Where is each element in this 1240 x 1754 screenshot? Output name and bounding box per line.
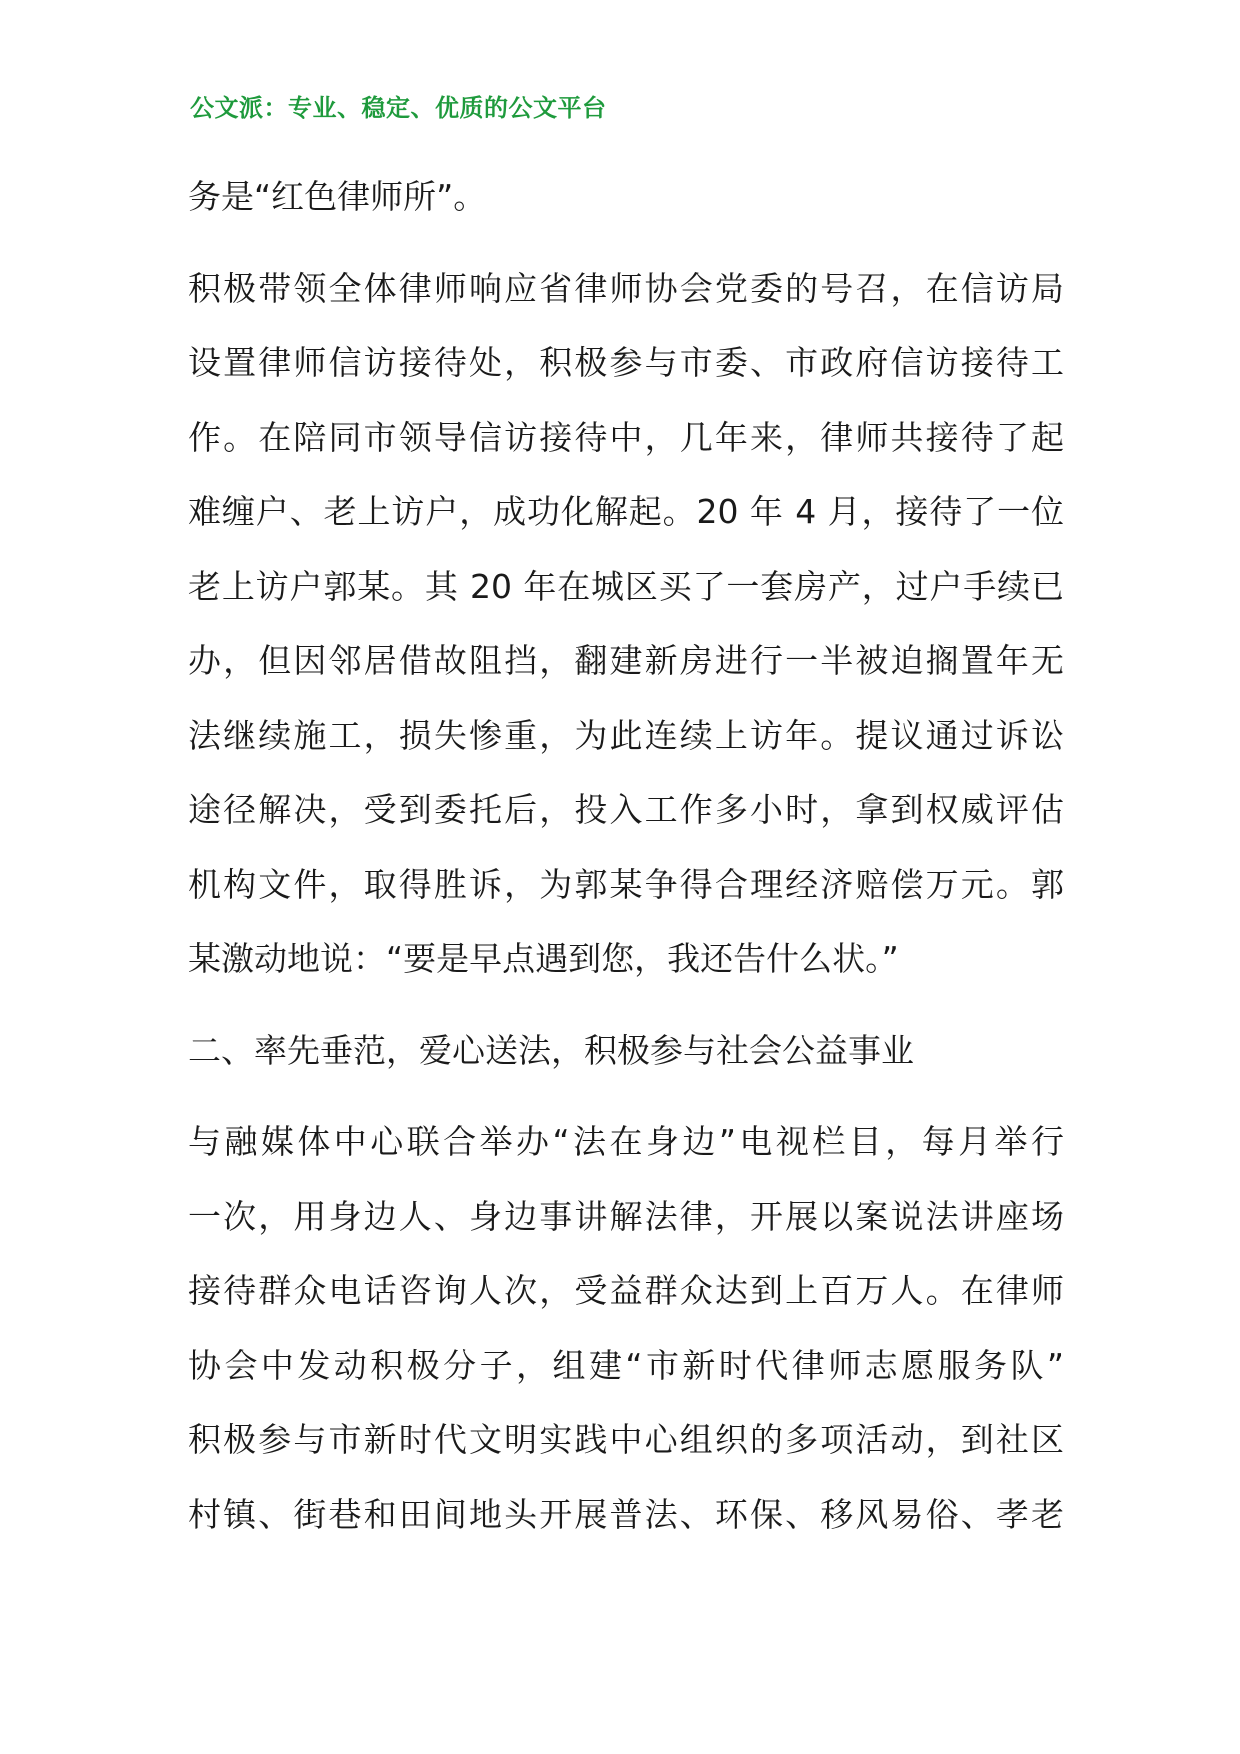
- text-line: 积极带领全体律师响应省律师协会党委的号召，在信访局: [188, 268, 1064, 308]
- text-line: 一次，用身边人、身边事讲解法律，开展以案说法讲座场: [188, 1196, 1064, 1236]
- text-line: 二、率先垂范，爱心送法，积极参与社会公益事业: [188, 1030, 914, 1070]
- text-line: 难缠户、老上访户，成功化解起。20 年 4 月，接待了一位: [188, 492, 1064, 531]
- header-title: 公文派：专业、稳定、优质的公文平台: [190, 94, 607, 122]
- paragraph-gap: [188, 997, 1064, 1014]
- text-line: 机构文件，取得胜诉，为郭某争得合理经济赔偿万元。郭: [188, 864, 1064, 904]
- paragraph-gap: [188, 235, 1064, 252]
- text-line: 某激动地说：“要是早点遇到您，我还告什么状。”: [188, 939, 899, 978]
- text-line: 设置律师信访接待处，积极参与市委、市政府信访接待工: [188, 343, 1064, 382]
- text-line: 办，但因邻居借故阻挡，翻建新房进行一半被迫搁置年无: [188, 641, 1064, 680]
- text-line: 接待群众电话咨询人次，受益群众达到上百万人。在律师: [188, 1271, 1064, 1310]
- text-line: 法继续施工，损失惨重，为此连续上访年。提议通过诉讼: [188, 715, 1064, 755]
- text-line: 协会中发动积极分子，组建“市新时代律师志愿服务队”: [188, 1345, 1064, 1385]
- paragraph-gap: [188, 1088, 1064, 1105]
- text-line: 积极参与市新时代文明实践中心组织的多项活动，到社区: [188, 1420, 1064, 1459]
- text-line: 作。在陪同市领导信访接待中，几年来，律师共接待了起: [188, 417, 1064, 457]
- text-line: 老上访户郭某。其 20 年在城区买了一套房产，过户手续已: [188, 566, 1064, 606]
- text-line: 村镇、街巷和田间地头开展普法、环保、移风易俗、孝老: [188, 1494, 1064, 1534]
- document-body: [188, 160, 1064, 1552]
- text-line: 务是“红色律师所”。: [188, 177, 487, 216]
- text-line: 与融媒体中心联合举办“法在身边”电视栏目，每月举行: [188, 1122, 1064, 1161]
- text-line: 途径解决，受到委托后，投入工作多小时，拿到权威评估: [188, 790, 1064, 829]
